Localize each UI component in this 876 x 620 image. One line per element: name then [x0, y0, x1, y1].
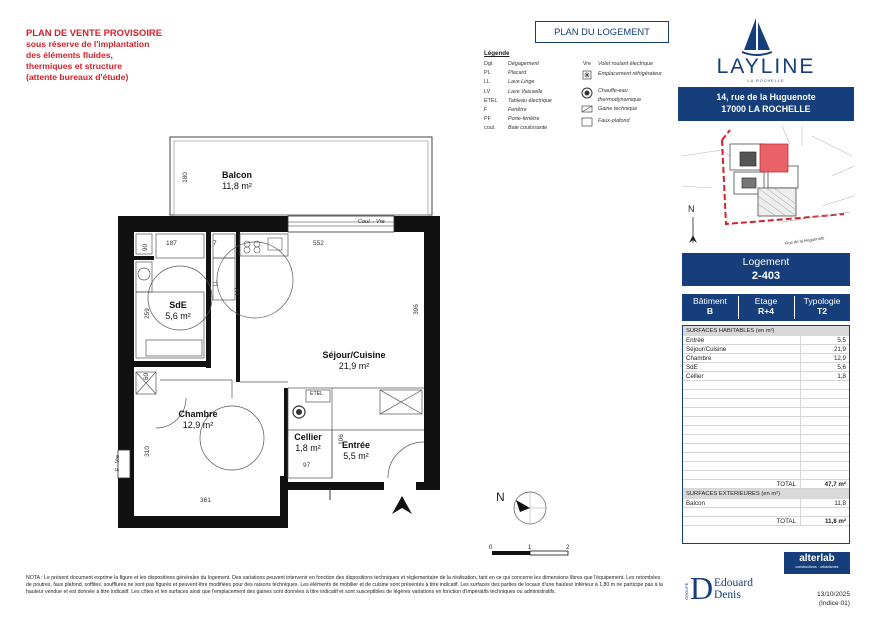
lv-label: LV [234, 287, 242, 296]
legend-label: Dégagement [508, 61, 539, 67]
site-street-label: Rue de la Huguenote [784, 235, 825, 246]
spec-header-batiment: Bâtiment [693, 296, 727, 306]
dim-259: 259 [143, 308, 151, 319]
coul-vre-label: Coul. - Vre [358, 219, 385, 225]
table-row: Cellier 1,8 [683, 372, 849, 381]
fridge-icon [576, 70, 598, 80]
legend-abbr: Vre [582, 61, 592, 67]
legend-label: Lave Vaisselle [508, 88, 543, 95]
surfaces-table [682, 325, 850, 544]
table-row: Balcon 11,8 [683, 499, 849, 508]
plan-title: PLAN DU LOGEMENT [535, 21, 669, 43]
specs-box [682, 294, 850, 321]
legend-label: Lave Linge [508, 79, 535, 86]
compass-icon [510, 488, 550, 533]
disclaimer-line: thermiques et structure [26, 61, 122, 71]
alterlab-logo: alterlab constructions · urbanismes [784, 552, 850, 574]
water-heater-icon [576, 87, 598, 99]
legend-label: Porte-fenêtre [508, 116, 540, 123]
table-row: SdE 5,6 [683, 363, 849, 372]
compass-north-label: N [496, 490, 505, 504]
room-sejour: Séjour/Cuisine 21,9 m² [322, 350, 386, 371]
dim-310: 310 [143, 446, 151, 457]
room-balcon: Balcon 11,8 m² [221, 170, 252, 191]
spec-header-typologie: Typologie [803, 296, 841, 306]
dim-552: 552 [313, 240, 324, 247]
legend-abbr: F [484, 106, 488, 113]
legend-label: Baie coulissante [508, 125, 548, 132]
legend-abbr: LL [484, 79, 490, 86]
legend-label: Placard [508, 70, 527, 77]
legend-abbr: LV [484, 88, 491, 95]
site-plan-highlight [760, 144, 788, 172]
scale-label-0: 0 [489, 545, 493, 551]
spec-header-etage: Etage [754, 296, 778, 306]
dim-361: 361 [200, 497, 211, 504]
edouard-denis-logo: Edouard Denis [714, 577, 753, 601]
ll-label: LL [213, 280, 219, 286]
dim-60: 60 [143, 372, 151, 381]
address-box [678, 87, 854, 121]
disclaimer-line: sous réserve de l'implantation [26, 39, 150, 49]
legend-label: Fenêtre [508, 106, 527, 113]
site-plan [682, 126, 854, 252]
disclaimer-title: PLAN DE VENTE PROVISOIRE [26, 27, 162, 38]
brand-name: LAYLINE [716, 55, 816, 78]
legend-label: Faux-plafond [598, 118, 630, 124]
total-row: TOTAL 47,7 m² [683, 480, 849, 489]
etel-label: ETEL [310, 391, 323, 397]
room-entree: Entrée 5,5 m² [341, 440, 370, 461]
legal-note: NOTA : Le présent document exprime la figure et les dispositions générales du logement. Des variations peuvent intervenir en fonction des dispositions techniques et réglementaire de la réalisation, tant en ce qui concerne les dimensions libres que l'équipement. Les retombées de poutres, faux plafond, soffites, soufflures ne sont pas figurés et peuvent être modifiées pour des raisons techniques. Les éléments de mobilier et de cuisine sont présentés à titre indicatif. Les surfaces des parties de locaux d'une hauteur inférieur à 1,80 m ne participe pas à la hauteur vendue et est donnée à titre indicatif. Les côtes et les surfaces ainsi que l'emplacement des gaines sont données à titre indicatif et sont susceptibles de légères variations en fonction d'impératifs techniques ou administratifs. [26, 575, 663, 595]
spec-value-typologie: T2 [816, 306, 828, 316]
total-row: TOTAL 11,8 m² [683, 517, 849, 526]
footer-indice: (Indice 01) [818, 600, 850, 607]
table-row: Séjour/Cuisine 21,9 [683, 345, 849, 354]
floor-plan [110, 130, 450, 530]
legend-label: Gaine technique [598, 106, 638, 112]
legend-list [484, 60, 574, 134]
dim-396: 396 [412, 304, 420, 315]
dim-7: 7 [213, 240, 217, 247]
brand-sub: LA ROCHELLE [747, 79, 785, 83]
legend-title: Légende [484, 50, 510, 57]
legend-symbols [576, 60, 676, 129]
scale-bar [490, 543, 574, 562]
scale-label-2: 2 [566, 545, 570, 551]
site-north-label: N [688, 204, 695, 214]
room-chambre: Chambre 12,9 m² [178, 409, 218, 430]
edouard-denis-monogram-icon: D [690, 570, 714, 606]
dim-187: 187 [166, 240, 177, 247]
address-line1: 14, rue de la Huguenote [716, 92, 816, 102]
room-sde: SdE 5,6 m² [165, 300, 191, 321]
disclaimer-line: des éléments fluides, [26, 50, 113, 60]
table-row: Chambre 12,9 [683, 354, 849, 363]
legend-abbr: PF [484, 116, 491, 123]
logement-number: 2-403 [751, 270, 781, 282]
legend-abbr: Dgt [484, 61, 493, 67]
legend-label: Tableau électrique [508, 97, 552, 104]
dim-106: 106 [337, 434, 345, 445]
logement-label: Logement [742, 256, 790, 268]
room-cellier: Cellier 1,8 m² [294, 432, 322, 453]
logement-box [682, 253, 850, 286]
address-line2: 17000 LA ROCHELLE [721, 104, 811, 114]
scale-label-1: 1 [528, 545, 532, 551]
water-heater-icon [292, 405, 306, 424]
spec-value-etage: R+4 [757, 306, 774, 316]
spec-value-batiment: B [706, 306, 714, 316]
false-ceiling-icon [576, 117, 598, 127]
surfaces-exterieures-title: SURFACES EXTERIEURES (en m²) [683, 489, 849, 499]
footer-date: 13/10/2025 [816, 591, 850, 598]
legend-label: Volet roulant électrique [598, 61, 653, 67]
duct-icon [576, 105, 598, 113]
dim-90: 90 [142, 243, 150, 252]
legend-abbr: PL [484, 70, 491, 77]
f-vre-label: F - Vre [115, 454, 122, 472]
edouard-side: GROUPE [684, 582, 689, 600]
table-row: Entrée 5,5 [683, 336, 849, 345]
legend-abbr: ETEL [484, 97, 498, 104]
dim-97: 97 [303, 462, 311, 469]
surfaces-habitables-title: SURFACES HABITABLES (en m²) [683, 326, 849, 336]
legend-abbr: coul. [484, 125, 496, 132]
dim-180: 180 [181, 172, 189, 183]
site-north-arrow-icon [687, 215, 699, 250]
legend-label: Chauffe-eau thermodynamique [598, 88, 642, 104]
legend-label: Emplacement réfrigérateur [598, 71, 662, 77]
disclaimer-line: (attente bureaux d'étude) [26, 72, 129, 82]
